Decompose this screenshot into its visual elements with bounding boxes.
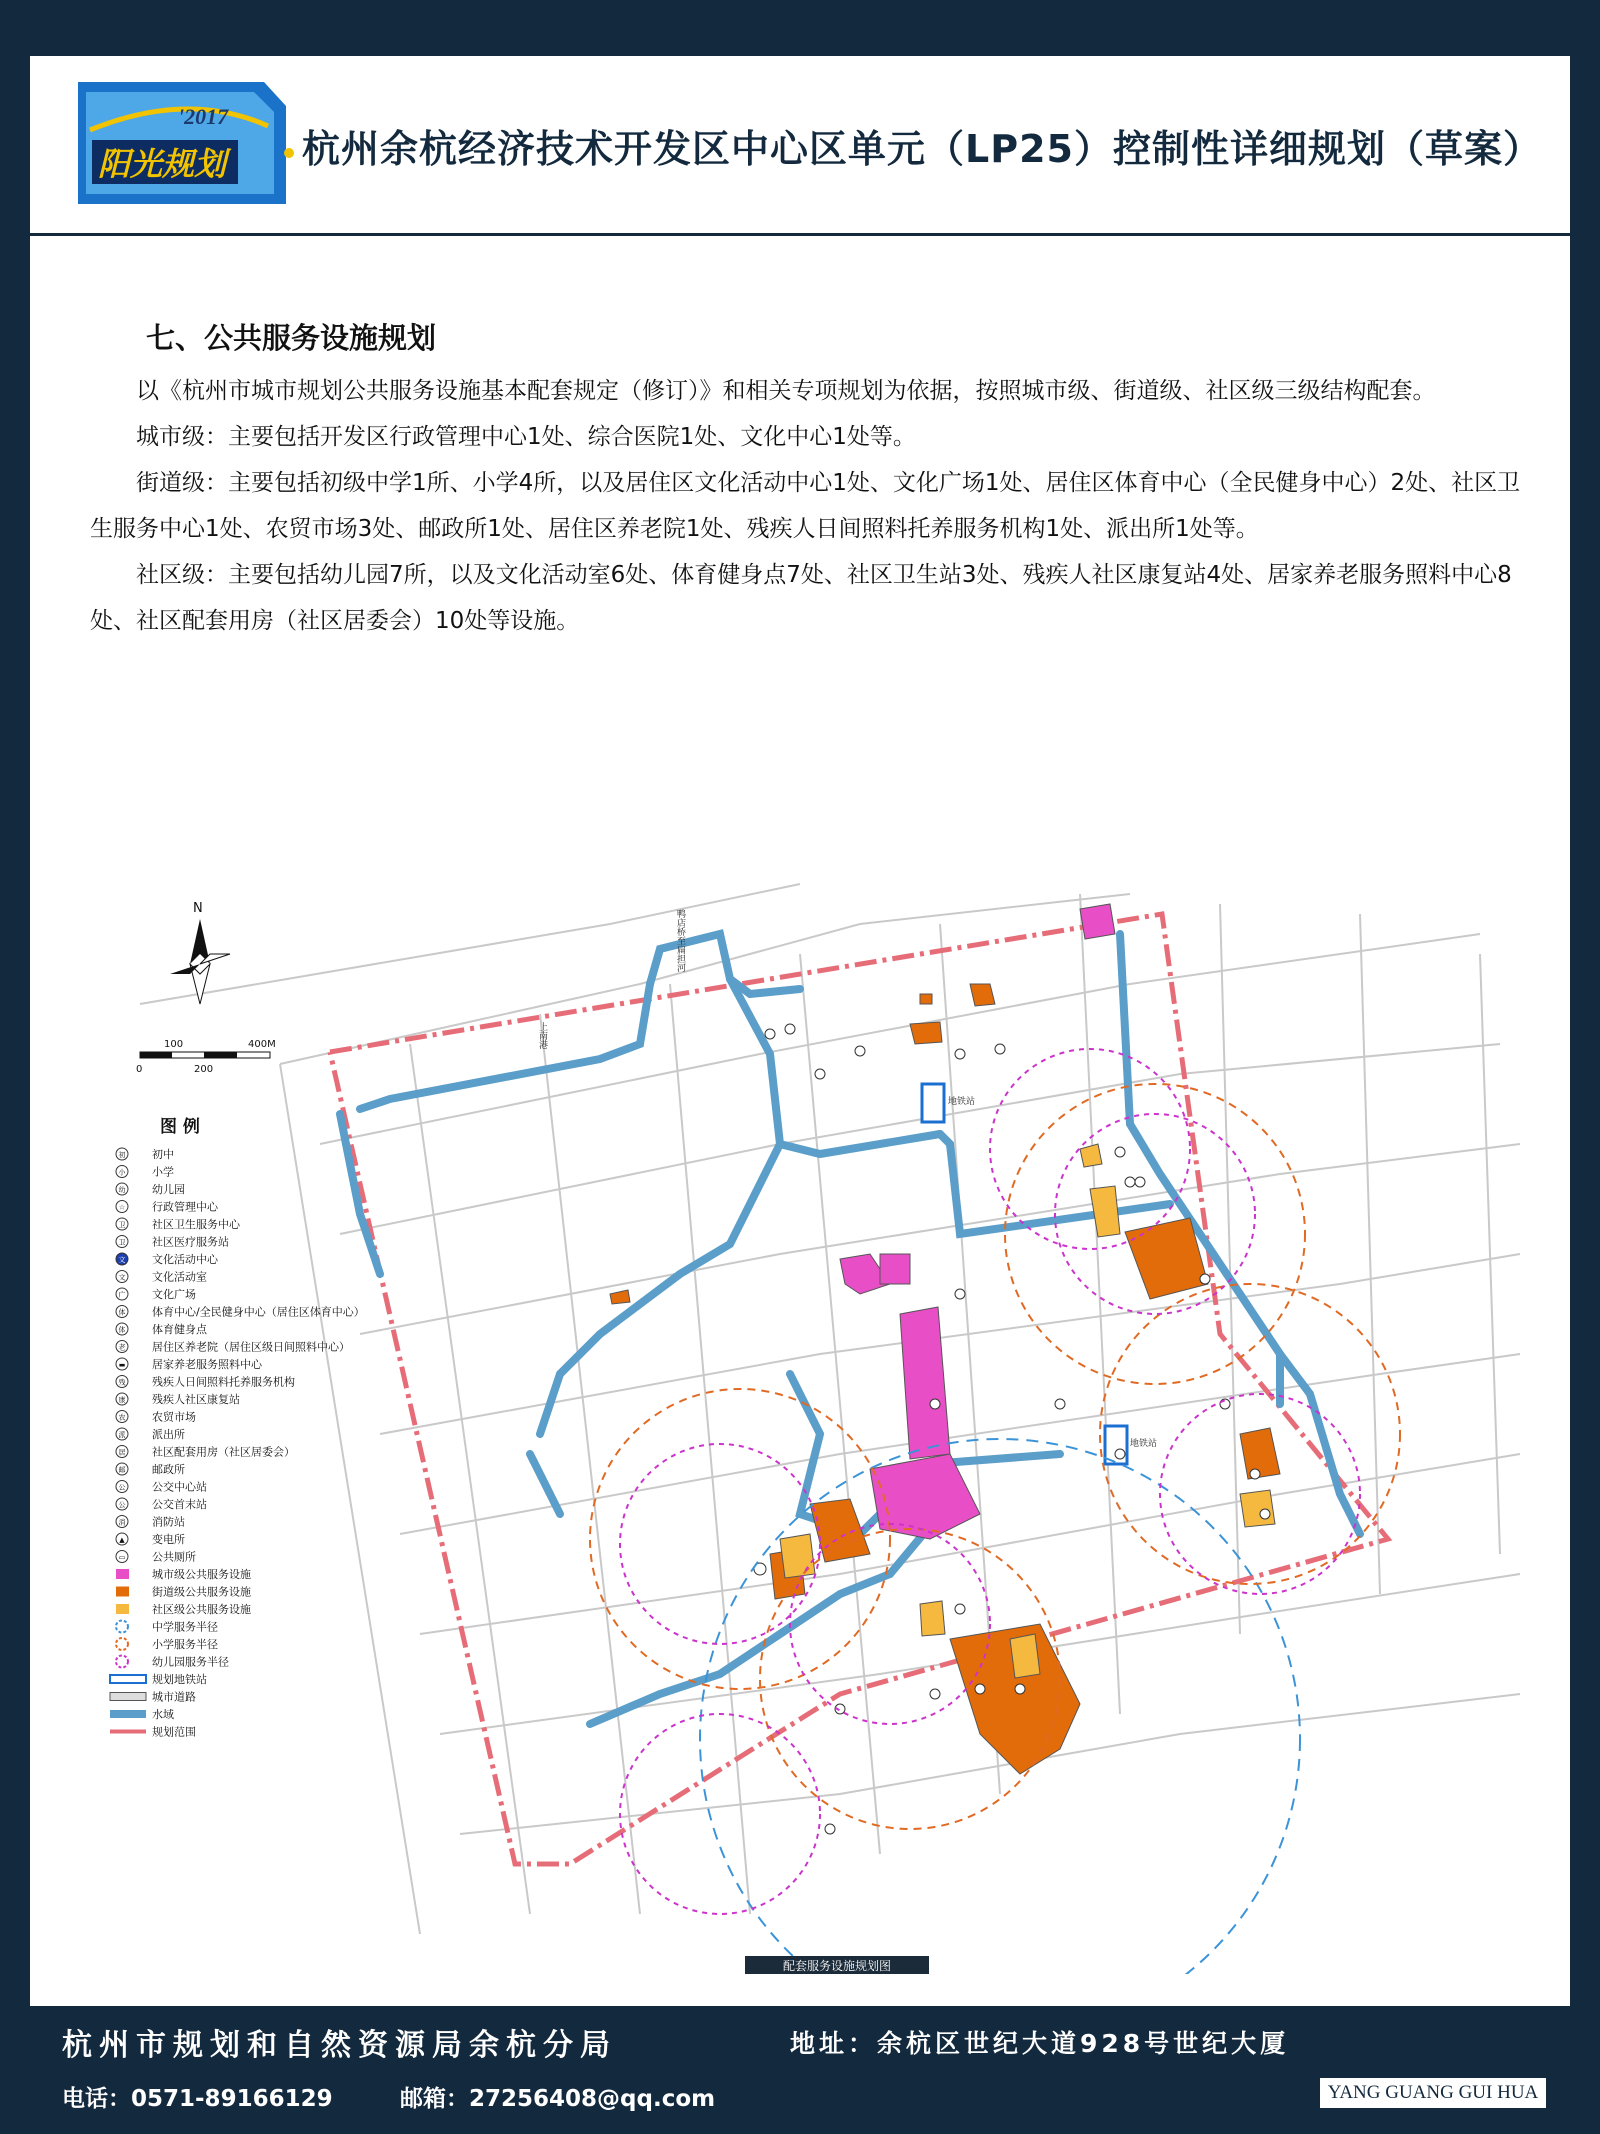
legend-item xyxy=(110,1672,207,1686)
river-label: 鸭店桥至扁担河 xyxy=(675,909,685,972)
legend-items xyxy=(110,1147,365,1739)
legend-symbol: 公 xyxy=(118,1483,126,1492)
legend-item xyxy=(116,1147,174,1161)
legend-symbol: 体 xyxy=(118,1308,126,1317)
legend-label: 公交首末站 xyxy=(152,1498,207,1511)
legend-symbol: 广 xyxy=(118,1291,126,1299)
scale-label: 100 xyxy=(164,1039,184,1050)
legend-item xyxy=(110,1691,196,1704)
north-label: N xyxy=(193,901,203,916)
legend-label: 邮政所 xyxy=(152,1463,185,1476)
legend-item xyxy=(116,1392,240,1406)
legend-label: 居家养老服务照料中心 xyxy=(152,1358,262,1371)
legend-item xyxy=(116,1655,229,1669)
legend-symbol: ▬ xyxy=(118,1361,126,1369)
legend-symbol: 农 xyxy=(118,1413,126,1422)
legend-symbol: 初 xyxy=(118,1151,126,1159)
legend-symbol: 老 xyxy=(118,1343,126,1352)
footer-brand: YANG GUANG GUI HUA xyxy=(1320,2078,1546,2108)
legend-item xyxy=(116,1480,207,1494)
paragraph: 社区级：主要包括幼儿园7所，以及文化活动室6处、体育健身点7处、社区卫生站3处、残疾人社区康复站4处、居家养老服务照料中心8处、社区配套用房（社区居委会）10处等设施。 xyxy=(90,562,1512,634)
legend-label: 体育中心/全民健身中心（居住区体育中心） xyxy=(152,1305,365,1319)
legend xyxy=(110,1116,365,1739)
footer-address: 地址：余杭区世纪大道928号世纪大厦 xyxy=(790,2029,1290,2058)
facility-plan-map xyxy=(80,814,1530,1974)
paragraph: 街道级：主要包括初级中学1所、小学4所，以及居住区文化活动中心1处、文化广场1处、居住区体育中心（全民健身中心）2处、社区卫生服务中心1处、农贸市场3处、邮政所1处、居住区养老院1处、残疾人日间照料托养服务机构1处、派出所1处等。 xyxy=(90,470,1521,542)
logo xyxy=(78,82,286,204)
legend-item xyxy=(116,1165,174,1179)
legend-label: 消防站 xyxy=(152,1515,185,1529)
poster-panel xyxy=(30,56,1570,2006)
north-arrow xyxy=(170,901,230,1004)
paragraph: 以《杭州市城市规划公共服务设施基本配套规定（修订）》和相关专项规划为依据，按照城市级、街道级、社区级三级结构配套。 xyxy=(136,378,1436,404)
legend-item xyxy=(116,1602,251,1616)
legend-label: 文化广场 xyxy=(152,1288,196,1301)
legend-symbol: 幼 xyxy=(118,1186,126,1194)
legend-symbol: 残 xyxy=(118,1378,126,1387)
legend-item xyxy=(116,1182,185,1196)
legend-label: 派出所 xyxy=(152,1428,185,1441)
legend-label: 农贸市场 xyxy=(152,1410,196,1424)
scale-label: 400M xyxy=(248,1039,276,1050)
footer-org: 杭州市规划和自然资源局余杭分局 xyxy=(62,2028,617,2063)
legend-label: 公共厕所 xyxy=(152,1550,196,1564)
legend-item xyxy=(116,1322,208,1336)
legend-item xyxy=(116,1200,219,1214)
legend-symbol: 公 xyxy=(118,1501,126,1509)
river-label: 上南港 xyxy=(537,1022,547,1049)
footer-email: 邮箱：27256408@qq.com xyxy=(400,2086,716,2112)
legend-symbol: 居 xyxy=(118,1448,126,1457)
legend-symbol: 小 xyxy=(118,1168,126,1177)
legend-label: 行政管理中心 xyxy=(152,1200,218,1214)
legend-symbol: 卫 xyxy=(118,1238,126,1247)
legend-symbol: ▲ xyxy=(119,1536,125,1544)
legend-item xyxy=(116,1637,218,1651)
legend-label: 社区级公共服务设施 xyxy=(152,1603,251,1616)
paragraph: 城市级：主要包括开发区行政管理中心1处、综合医院1处、文化中心1处等。 xyxy=(136,424,916,450)
legend-item xyxy=(116,1585,251,1599)
header-divider xyxy=(30,233,1570,236)
legend-item xyxy=(116,1550,196,1564)
legend-item xyxy=(116,1287,196,1301)
legend-symbol: 消 xyxy=(118,1518,126,1527)
legend-title: 图 例 xyxy=(160,1117,200,1137)
legend-label: 社区配套用房（社区居委会） xyxy=(152,1445,295,1459)
legend-item xyxy=(116,1532,185,1546)
footer-phone: 电话：0571-89166129 xyxy=(62,2086,333,2112)
legend-label: 残疾人日间照料托养服务机构 xyxy=(152,1375,295,1389)
legend-label: 中学服务半径 xyxy=(152,1620,218,1634)
legend-item xyxy=(110,1725,196,1739)
title-bullet xyxy=(284,148,294,158)
footer xyxy=(0,2006,1600,2134)
section-title: 七、公共服务设施规划 xyxy=(146,321,437,355)
legend-symbol: 卫 xyxy=(118,1221,126,1229)
legend-item xyxy=(116,1515,185,1529)
legend-item xyxy=(116,1252,219,1266)
legend-label: 文化活动室 xyxy=(152,1270,207,1284)
legend-label: 初中 xyxy=(152,1148,174,1161)
legend-label: 城市道路 xyxy=(152,1690,196,1704)
legend-label: 公交中心站 xyxy=(152,1480,207,1494)
legend-label: 残疾人社区康复站 xyxy=(152,1393,240,1406)
legend-label: 规划范围 xyxy=(152,1725,196,1739)
logo-year: '2017 xyxy=(178,104,229,129)
page-title: 杭州余杭经济技术开发区中心区单元（LP25）控制性详细规划（草案） xyxy=(302,127,1542,171)
planning-boundary xyxy=(330,914,1388,1864)
legend-label: 规划地铁站 xyxy=(152,1673,207,1686)
legend-label: 幼儿园服务半径 xyxy=(152,1655,229,1669)
legend-item xyxy=(116,1497,207,1511)
scale-label: 200 xyxy=(194,1064,214,1075)
legend-item xyxy=(116,1340,350,1354)
legend-item xyxy=(116,1235,229,1249)
legend-item xyxy=(116,1357,263,1371)
legend-item xyxy=(116,1620,218,1634)
legend-symbol: 体 xyxy=(118,1326,126,1334)
map-caption: 配套服务设施规划图 xyxy=(782,1959,892,1973)
legend-label: 小学 xyxy=(152,1165,174,1179)
legend-item xyxy=(110,1707,174,1721)
header xyxy=(30,56,1570,236)
legend-item xyxy=(116,1427,185,1441)
legend-symbol: 康 xyxy=(118,1396,126,1404)
legend-item xyxy=(116,1445,295,1459)
metro-station xyxy=(922,1084,944,1122)
scale-label: 0 xyxy=(136,1064,143,1075)
legend-label: 街道级公共服务设施 xyxy=(152,1585,251,1599)
legend-item xyxy=(116,1567,251,1581)
legend-item xyxy=(116,1270,207,1284)
legend-item xyxy=(116,1410,196,1424)
station-label: 地铁站 xyxy=(1130,1439,1158,1449)
section-body xyxy=(90,368,1540,644)
waterways xyxy=(340,934,1360,1724)
legend-label: 幼儿园 xyxy=(152,1183,185,1196)
legend-label: 社区医疗服务站 xyxy=(152,1235,229,1249)
legend-symbol: 文 xyxy=(118,1256,126,1264)
legend-label: 变电所 xyxy=(152,1533,185,1546)
legend-symbol: 邮 xyxy=(118,1466,126,1474)
legend-label: 社区卫生服务中心 xyxy=(152,1218,240,1231)
legend-label: 居住区养老院（居住区级日间照料中心） xyxy=(152,1340,350,1354)
legend-item xyxy=(116,1462,185,1476)
legend-label: 水域 xyxy=(152,1708,174,1721)
logo-text: 阳光规划 xyxy=(98,145,227,183)
legend-label: 城市级公共服务设施 xyxy=(152,1568,251,1581)
legend-symbol: ▭ xyxy=(118,1553,126,1562)
legend-item xyxy=(116,1217,241,1231)
scale-bar xyxy=(136,1039,276,1075)
legend-label: 体育健身点 xyxy=(152,1323,207,1336)
legend-symbol: ☆ xyxy=(118,1203,126,1212)
legend-item xyxy=(116,1305,365,1319)
legend-label: 文化活动中心 xyxy=(152,1253,218,1266)
legend-symbol: 派 xyxy=(118,1431,126,1439)
station-label: 地铁站 xyxy=(948,1097,976,1107)
legend-item xyxy=(116,1375,295,1389)
service-radii xyxy=(590,1049,1400,1974)
legend-label: 小学服务半径 xyxy=(152,1638,218,1651)
legend-symbol: 文 xyxy=(118,1273,126,1282)
